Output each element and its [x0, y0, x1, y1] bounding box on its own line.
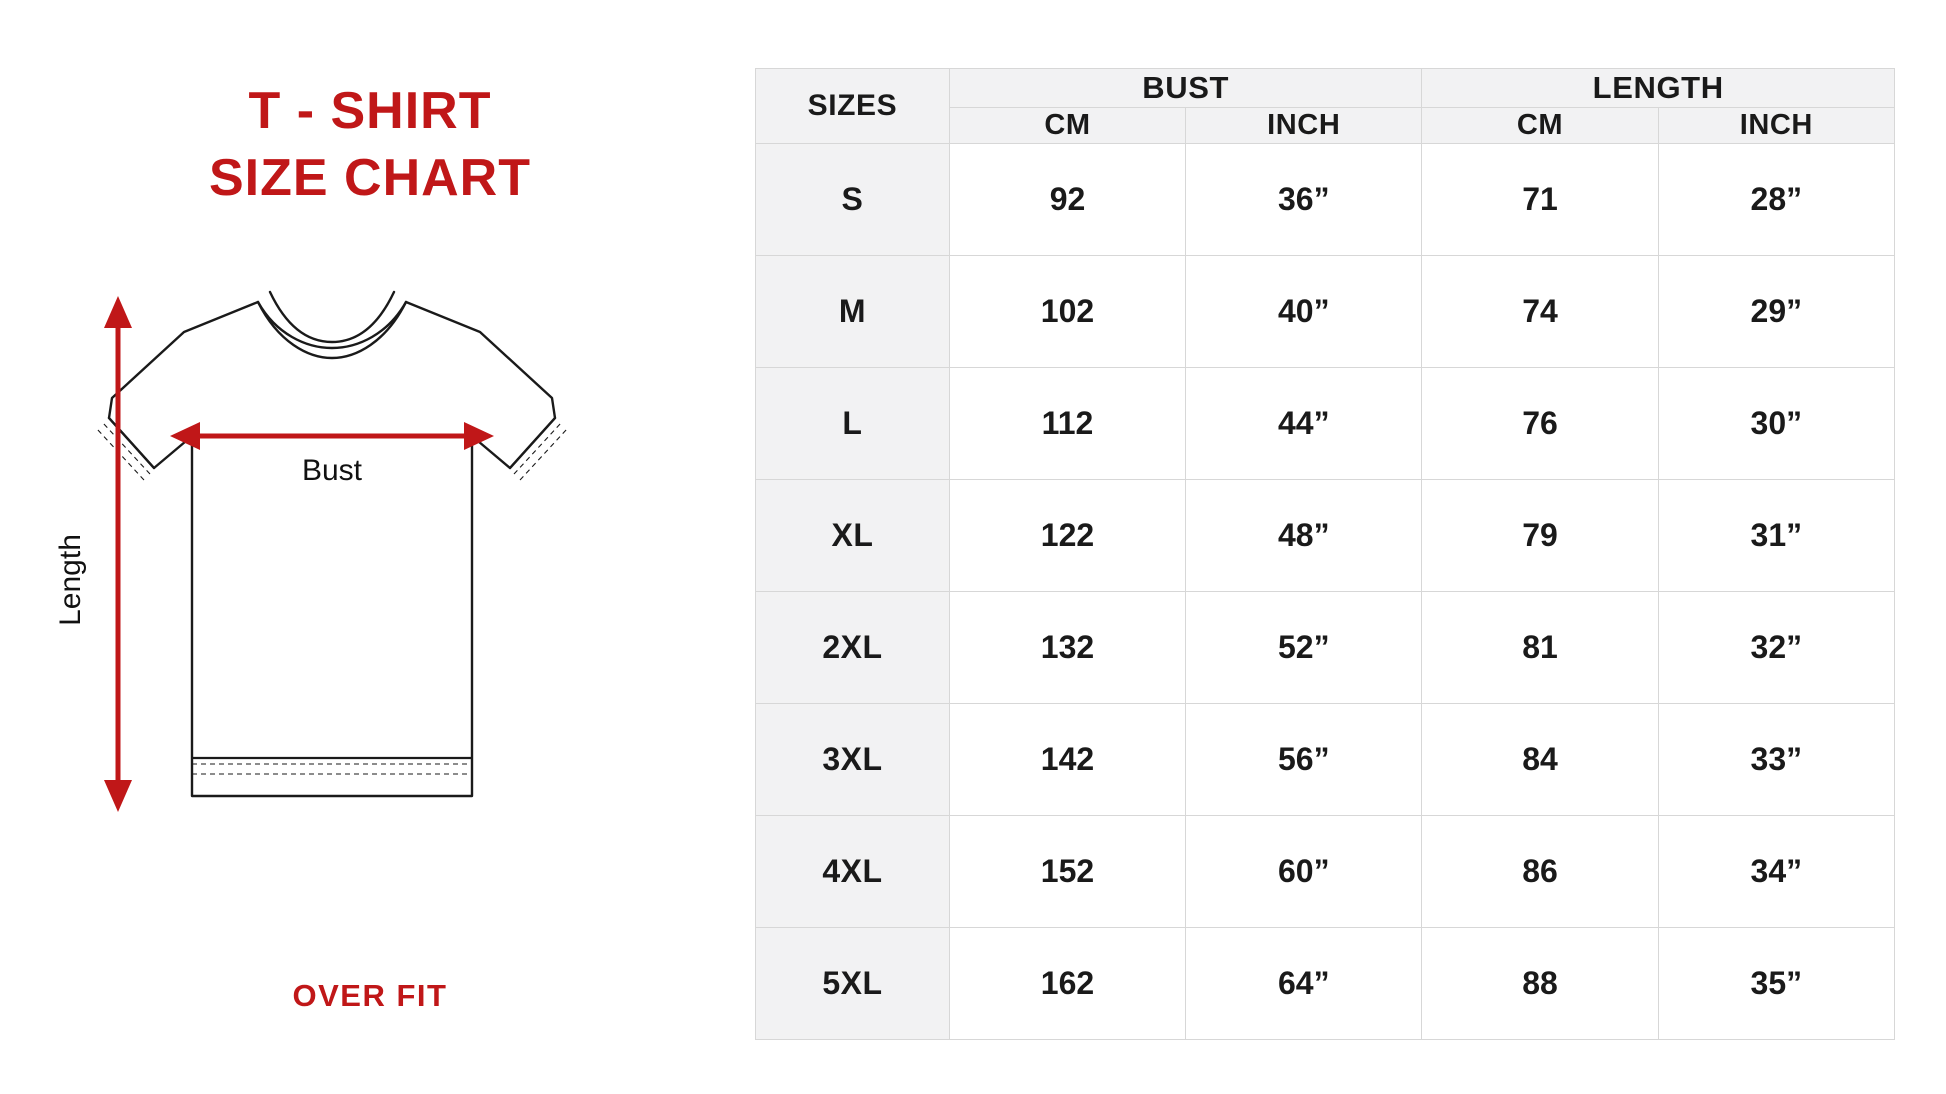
cell-bust-inch: 60”	[1186, 816, 1422, 928]
row-size-label: XL	[756, 480, 950, 592]
table-row	[756, 368, 1895, 480]
row-size-label: 2XL	[756, 592, 950, 704]
cell-length-inch: 29”	[1658, 256, 1894, 368]
row-size-label: L	[756, 368, 950, 480]
cell-bust-inch: 40”	[1186, 256, 1422, 368]
title-line-2: SIZE CHART	[209, 148, 531, 207]
page-title	[0, 78, 740, 211]
cell-length-cm: 81	[1422, 592, 1658, 704]
cell-length-inch: 28”	[1658, 144, 1894, 256]
row-size-label: M	[756, 256, 950, 368]
cell-length-cm: 86	[1422, 816, 1658, 928]
cell-bust-cm: 122	[949, 480, 1185, 592]
row-size-label: 5XL	[756, 928, 950, 1040]
cell-bust-cm: 152	[949, 816, 1185, 928]
table-row	[756, 592, 1895, 704]
illustration-panel	[0, 0, 740, 1094]
cell-length-cm: 71	[1422, 144, 1658, 256]
cell-length-inch: 30”	[1658, 368, 1894, 480]
header-bust-cm: CM	[949, 108, 1185, 144]
size-table	[755, 68, 1895, 1040]
row-size-label: 3XL	[756, 704, 950, 816]
cell-length-cm: 74	[1422, 256, 1658, 368]
cell-length-inch: 32”	[1658, 592, 1894, 704]
cell-bust-inch: 48”	[1186, 480, 1422, 592]
tshirt-diagram	[40, 290, 700, 950]
row-size-label: 4XL	[756, 816, 950, 928]
cell-bust-inch: 64”	[1186, 928, 1422, 1040]
cell-bust-cm: 162	[949, 928, 1185, 1040]
cell-length-cm: 84	[1422, 704, 1658, 816]
cell-bust-inch: 36”	[1186, 144, 1422, 256]
cell-length-inch: 33”	[1658, 704, 1894, 816]
cell-bust-cm: 102	[949, 256, 1185, 368]
title-line-1: T - SHIRT	[248, 82, 492, 140]
cell-length-cm: 76	[1422, 368, 1658, 480]
length-arrow-label: Length	[54, 534, 87, 626]
header-length-inch: INCH	[1658, 108, 1894, 144]
header-bust: BUST	[949, 69, 1422, 108]
cell-length-cm: 79	[1422, 480, 1658, 592]
size-table-container	[755, 68, 1895, 1040]
table-row	[756, 480, 1895, 592]
header-bust-inch: INCH	[1186, 108, 1422, 144]
row-size-label: S	[756, 144, 950, 256]
cell-length-inch: 31”	[1658, 480, 1894, 592]
table-header-row-groups	[756, 69, 1895, 108]
cell-length-inch: 35”	[1658, 928, 1894, 1040]
table-row	[756, 256, 1895, 368]
table-row	[756, 704, 1895, 816]
header-length-cm: CM	[1422, 108, 1658, 144]
cell-bust-cm: 132	[949, 592, 1185, 704]
cell-bust-cm: 112	[949, 368, 1185, 480]
table-row	[756, 144, 1895, 256]
header-sizes: SIZES	[756, 69, 950, 144]
cell-length-cm: 88	[1422, 928, 1658, 1040]
cell-bust-inch: 52”	[1186, 592, 1422, 704]
cell-bust-cm: 92	[949, 144, 1185, 256]
cell-bust-cm: 142	[949, 704, 1185, 816]
cell-bust-inch: 56”	[1186, 704, 1422, 816]
fit-type-label: OVER FIT	[292, 978, 448, 1013]
table-row	[756, 928, 1895, 1040]
cell-length-inch: 34”	[1658, 816, 1894, 928]
header-length: LENGTH	[1422, 69, 1895, 108]
cell-bust-inch: 44”	[1186, 368, 1422, 480]
bust-arrow-label: Bust	[301, 454, 363, 487]
table-row	[756, 816, 1895, 928]
